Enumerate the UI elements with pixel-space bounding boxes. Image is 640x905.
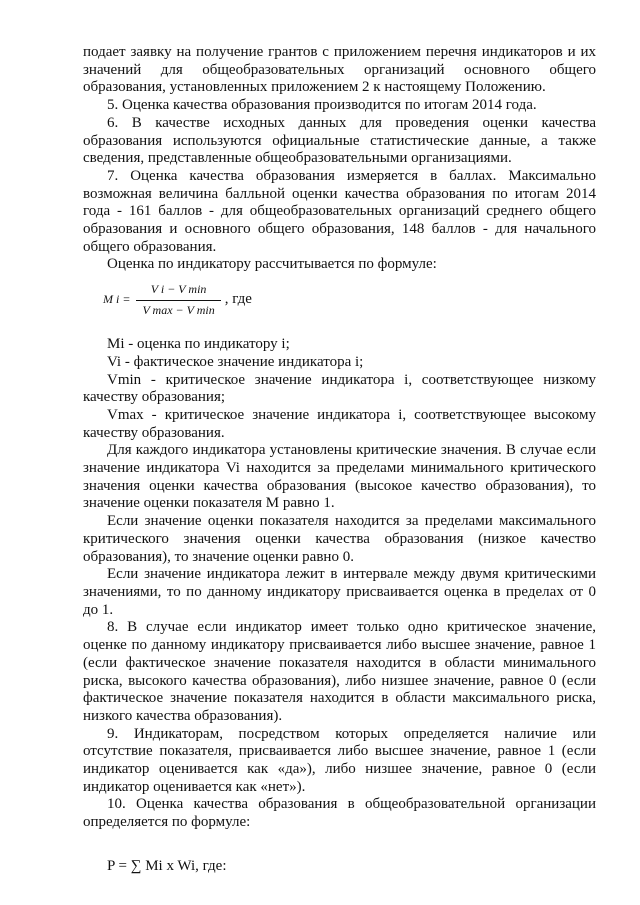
- paragraph-10: 10. Оценка качества образования в общеобразовательной организации определяется по формуле:: [83, 796, 596, 831]
- paragraph-intro: подает заявку на получение грантов с приложением перечня индикаторов и их значений для общеобразовательных организаций основного общего образования, установленных приложением 2 к настоящему Положению.: [83, 44, 596, 96]
- paragraph-5: 5. Оценка качества образования производится по итогам 2014 года.: [107, 97, 537, 114]
- definition-mi: Mi - оценка по индикатору i;: [107, 336, 290, 353]
- definition-vmax: Vmax - критическое значение индикатора i, соответствующее высокому качеству образования.: [83, 406, 596, 441]
- paragraph-7: 7. Оценка качества образования измеряется в баллах. Максимально возможная величина балльной оценки качества образования по итогам 2014 года - 161 баллов - для общеобразовательных организаций среднего общего образования и основного общего образования, 148 баллов - для начального общего образования.: [83, 167, 596, 255]
- formula-fraction: [136, 281, 220, 319]
- definition-vi: Vi - фактическое значение индикатора i;: [107, 353, 364, 370]
- formula-tail: , где: [224, 291, 252, 308]
- formula-intro: Оценка по индикатору рассчитывается по формуле:: [107, 256, 437, 273]
- paragraph-6: 6. В качестве исходных данных для проведения оценки качества образования используются официальные статистические данные, а также сведения, представленные общеобразовательными организациями.: [83, 114, 596, 167]
- formula-numerator: V i − V min: [150, 281, 207, 296]
- paragraph-8: 8. В случае если индикатор имеет только одно критическое значение, оценке по данному индикатору присваивается либо высшее значение, равное 1 (если фактическое значение показателя находится в области минимального риска, высокого качества образования), либо низшее значение, равное 0 (если фактическое значение показателя находится в области максимального риска, низкого качества образования).: [83, 619, 596, 724]
- definition-vmin: Vmin - критическое значение индикатора i, соответствующее низкому качеству образования;: [83, 371, 596, 406]
- score-formula: P = ∑ Mi x Wi, где:: [107, 857, 227, 874]
- paragraph-critical-1: Для каждого индикатора установлены критические значения. В случае если значение индикатора Vi находится за пределами минимального критического значения оценки качества образования (высокое качество образования), то значение оценки показателя М равно 1.: [83, 442, 596, 512]
- paragraph-critical-2: Если значение оценки показателя находится за пределами максимального критического значения оценки качества образования (низкое качество образования), то значение оценки равно 0.: [83, 513, 596, 565]
- indicator-formula: [103, 280, 596, 320]
- formula-lhs: M i =: [103, 292, 131, 307]
- formula-denominator: V max − V min: [142, 302, 215, 317]
- paragraph-critical-3: Если значение индикатора лежит в интервале между двумя критическими значениями, то по данному индикатору присваивается оценка в пределах от 0 до 1.: [83, 566, 596, 618]
- paragraph-9: 9. Индикаторам, посредством которых определяется наличие или отсутствие показателя, присваивается либо высшее значение, равное 1 (если индикатор оценивается как «да»), либо низшее значение, равное 0 (если индикатор оценивается как «нет»).: [83, 725, 596, 795]
